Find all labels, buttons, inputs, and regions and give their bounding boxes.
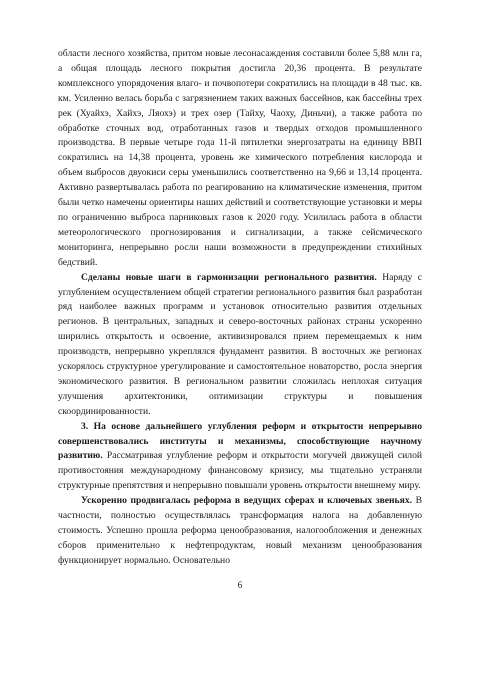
paragraph-2-text: Наряду с углублением осуществлением общей стратегии регионального развития был разработан ряд наиболее важных программ и установок относительно развития отдельных регионов. В центральных, западных и северо-восточных районах страны ускоренно ширились открытость и освоение, активизировался прием перемещаемых к ним производств, непрерывно укреплялся фундамент развития. В восточных же регионах ускорялось структурное урегулирование и самостоятельное новаторство, росла энергия экономического развития. В региональном развитии сложилась неплохая ситуация улучшения архитектоники, оптимизации структуры и повышения скоординированности.	[58, 271, 422, 417]
section-3-heading: 3. На основе дальнейшего углубления реформ и открытости непрерывно совершенствовались институты и механизмы, способствующие научному развитию.	[58, 420, 422, 462]
paragraph-4-heading: Ускоренно продвигалась реформа в ведущих сферах и ключевых звеньях.	[81, 495, 413, 507]
paragraph-4-text: В частности, полностью осуществлялась трансформация налога на добавленную стоимость. Успешно прошла реформа ценообразования, налогообложения и денежных сборов применительно к нефтепродуктам, новый механизм ценообразования функционирует нормально. Основательно	[58, 495, 422, 566]
paragraph-3	[58, 420, 422, 495]
paragraph-1	[58, 47, 422, 271]
paragraph-3-text: Рассматривая углубление реформ и открытости могучей движущей силой противостояния международному финансовому кризису, мы тщательно устраняли структурные препятствия и непрерывно повышали уровень открытости внешнему миру.	[58, 450, 422, 492]
paragraph-4	[58, 494, 422, 569]
body-text	[58, 47, 422, 569]
paragraph-2	[58, 271, 422, 420]
page-number: 6	[237, 580, 243, 590]
paragraph-2-heading: Сделаны новые шаги в гармонизации регионального развития.	[81, 271, 377, 283]
paragraph-1-text: области лесного хозяйства, притом новые лесонасаждения составили более 5,88 млн га, а общая площадь лесного покрытия достигла 20,36 процента. В результате комплексного упорядочения влаго- и почвопотери сократились на площади в 48 тыс. кв. км. Усиленно велась борьба с загрязнением таких важных бассейнов, как бассейны трех рек (Хуайхэ, Хайхэ, Ляохэ) и трех озер (Тайху, Чаоху, Диньчи), а также работа по обработке сточных вод, отработанных газов и твердых отходов промышленного производства. В первые четыре года 11-й пятилетки энергозатраты на единицу ВВП сократились на 14,38 процента, уровень же химического потребления кислорода и объем выбросов двуокиси серы уменьшились соответственно на 9,66 и 13,14 процента. Активно развертывалась работа по реагированию на климатические изменения, притом были четко намечены ориентиры наших действий и соответствующие установки и меры по ограничению выброса парниковых газов к 2020 году. Усилилась работа в области метеорологического прогнозирования и сигнализации, а также сейсмического мониторинга, непрерывно росли наши возможности в предупреждении стихийных бедствий.	[58, 48, 422, 268]
